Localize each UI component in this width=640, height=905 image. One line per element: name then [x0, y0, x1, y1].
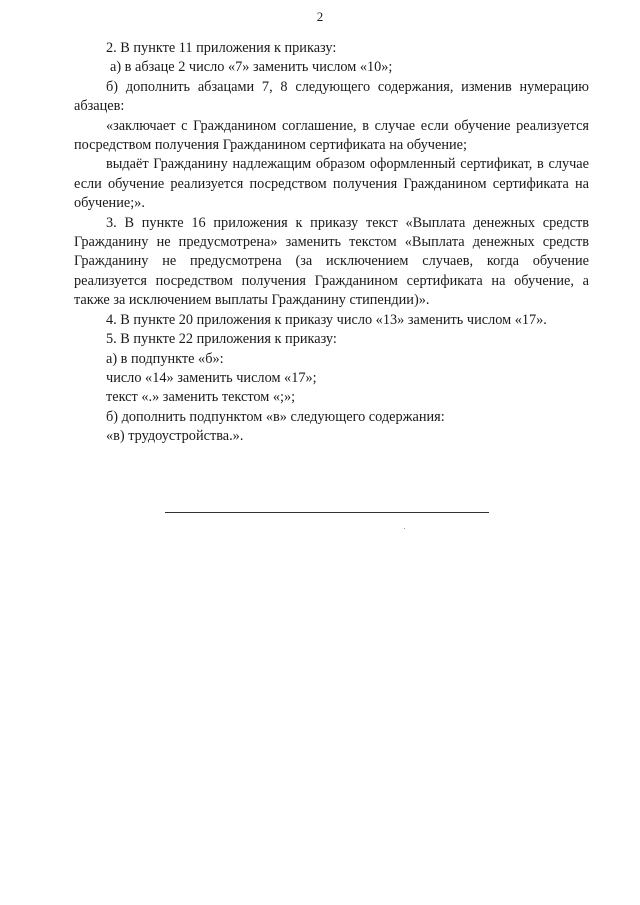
- paragraph-item-3: 3. В пункте 16 приложения к приказу текст «Выплата денежных средств Гражданину не предусмотрена» заменить текстом «Выплата денежных средств Гражданину не предусмотрена (за исключением случаев, когда обучение реализуется посредством получения Гражданином сертификата на обучение, а также за исключением выплаты Гражданину стипендии)».: [74, 214, 589, 309]
- paragraph-quote-agreement: «заключает с Гражданином соглашение, в случае если обучение реализуется посредством получения Гражданином сертификата на обучение;: [74, 117, 589, 154]
- paragraph-5a-text: текст «.» заменить текстом «;»;: [106, 389, 296, 406]
- paragraph-2a: а) в абзаце 2 число «7» заменить числом «10»;: [110, 59, 393, 76]
- end-separator-line: [165, 512, 489, 513]
- paragraph-2b: б) дополнить абзацами 7, 8 следующего содержания, изменив нумерацию абзацев:: [74, 78, 589, 115]
- paragraph-quote-certificate: выдаёт Гражданину надлежащим образом оформленный сертификат, в случае если обучение реализуется посредством получения Гражданином сертификата на обучение;».: [74, 156, 589, 212]
- paragraph-5a-number: число «14» заменить числом «17»;: [106, 369, 317, 386]
- paragraph-item-2: 2. В пункте 11 приложения к приказу:: [106, 40, 337, 56]
- document-body: [74, 39, 589, 447]
- paragraph-5b: б) дополнить подпунктом «в» следующего содержания:: [106, 408, 445, 425]
- paragraph-5b-quote: «в) трудоустройства.».: [106, 428, 244, 445]
- page-number: 2: [316, 9, 324, 24]
- paragraph-5a: а) в подпункте «б»:: [106, 350, 224, 367]
- paragraph-item-5: 5. В пункте 22 приложения к приказу:: [106, 331, 337, 348]
- paragraph-item-4: 4. В пункте 20 приложения к приказу число «13» заменить числом «17».: [106, 311, 547, 328]
- scan-speck: [404, 528, 405, 529]
